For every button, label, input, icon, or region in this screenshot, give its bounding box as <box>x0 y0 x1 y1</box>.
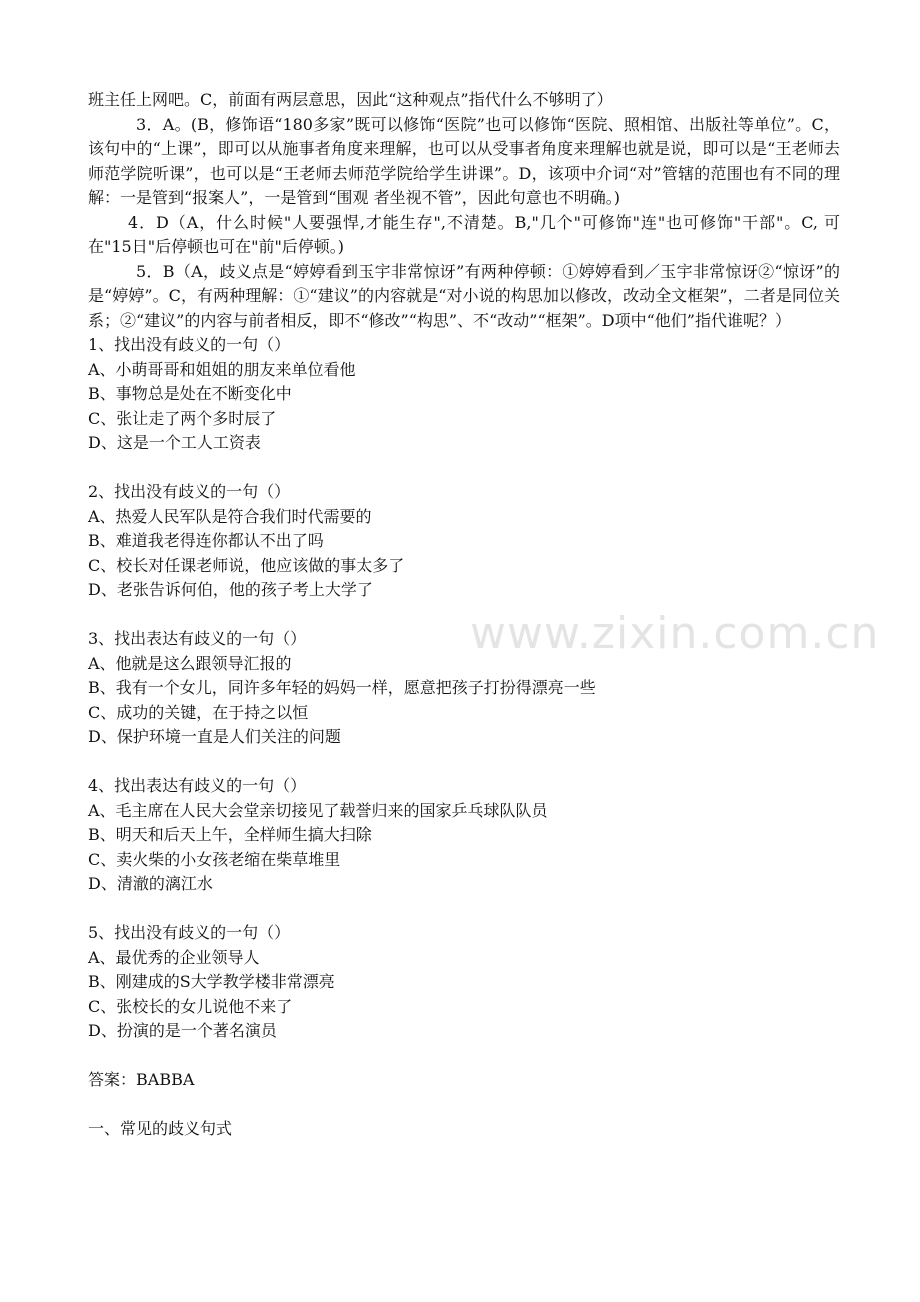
option: A、最优秀的企业领导人 <box>88 947 260 967</box>
question-1 <box>88 333 840 456</box>
question-2 <box>88 480 840 603</box>
option: B、刚建成的S大学教学楼非常漂亮 <box>88 972 335 991</box>
option: C、卖火柴的小女孩老缩在柴草堆里 <box>88 849 341 869</box>
watermark: www.zixin.com.cn <box>470 608 880 659</box>
question-5 <box>88 921 840 1044</box>
option: D、老张告诉何伯，他的孩子考上大学了 <box>88 580 373 599</box>
option: B、难道我老得连你都认不出了吗 <box>88 531 324 550</box>
section-heading: 一、常见的歧义句式 <box>88 1119 233 1138</box>
explanation-item-5: 5．B（A，歧义点是“婷婷看到玉宇非常惊讶”有两种停顿：①婷婷看到／玉宇非常惊讶②“惊讶”的是“婷婷”。C，有两种理解：①“建议”的内容就是“对小说的构思加以修改，改动全文框架”，二者是同位关系；②“建议”的内容与前者相反，即不“修改”“构思”、不“改动”“框架”。D项中“他们”指代谁呢？） <box>88 261 840 330</box>
option: C、张让走了两个多时辰了 <box>88 408 277 428</box>
document-page <box>88 88 840 1142</box>
option: B、明天和后天上午，全样师生搞大扫除 <box>88 825 372 844</box>
question-stem: 4、找出表达有歧义的一句（） <box>88 776 307 795</box>
option: A、毛主席在人民大会堂亲切接见了载誉归来的国家乒乓球队队员 <box>88 800 548 820</box>
question-3 <box>88 627 840 750</box>
question-stem: 5、找出没有歧义的一句（） <box>88 923 291 942</box>
option: A、热爱人民军队是符合我们时代需要的 <box>88 506 372 526</box>
option: B、我有一个女儿，同许多年轻的妈妈一样，愿意把孩子打扮得漂亮一些 <box>88 678 596 697</box>
option: D、清澈的漓江水 <box>88 874 213 893</box>
option: C、张校长的女儿说他不来了 <box>88 996 293 1016</box>
option: D、扮演的是一个著名演员 <box>88 1021 277 1040</box>
option: C、成功的关键，在于持之以恒 <box>88 702 309 722</box>
explanation-item-4: 4．D（A，什么时候"人要强悍,才能生存",不清楚。B,"几个"可修饰"连"也可修饰"干部"。C, 可在"15日"后停顿也可在"前"后停顿。) <box>88 212 840 256</box>
question-stem: 3、找出表达有歧义的一句（） <box>88 629 307 648</box>
option: C、校长对任课老师说，他应该做的事太多了 <box>88 555 405 575</box>
explanation-continuation: 班主任上网吧。C，前面有两层意思，因此“这种观点”指代什么不够明了） <box>88 90 613 109</box>
question-stem: 2、找出没有歧义的一句（） <box>88 482 291 501</box>
option: A、他就是这么跟领导汇报的 <box>88 653 292 673</box>
option: A、小萌哥哥和姐姐的朋友来单位看他 <box>88 359 356 379</box>
answer-key: 答案：BABBA <box>88 1070 195 1089</box>
question-4 <box>88 774 840 897</box>
question-stem: 1、找出没有歧义的一句（） <box>88 335 291 354</box>
explanation-item-3: 3．A。(B，修饰语“180多家”既可以修饰“医院”也可以修饰“医院、照相馆、出版社等单位”。C，该句中的“上课”，即可以从施事者角度来理解，也可以从受事者角度来理解也就是说，即可以是“王老师去师范学院听课”，也可以是“王老师去师范学院给学生讲课”。D，该项中介词“对”管辖的范围也有不同的理解：一是管到“报案人”，一是管到“围观 者坐视不管”，因此句意也不明确。) <box>88 114 840 207</box>
option: B、事物总是处在不断变化中 <box>88 384 292 403</box>
option: D、保护环境一直是人们关注的问题 <box>88 727 341 746</box>
option: D、这是一个工人工资表 <box>88 433 261 452</box>
